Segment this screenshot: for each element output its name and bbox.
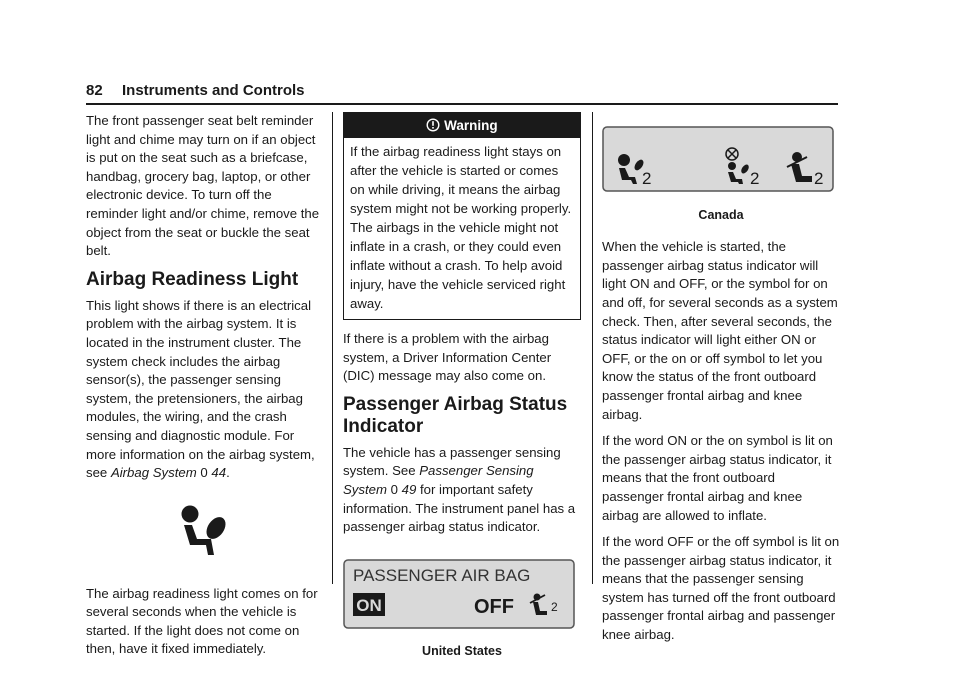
header-rule <box>86 103 838 105</box>
status-on-paragraph: If the word ON or the on symbol is lit on the passenger airbag status indicator, it means that the front outboard passenger frontal airbag and knee airbag are allowed to inflate. <box>602 433 833 523</box>
sentence-end: . <box>226 465 230 481</box>
passenger-airbag-heading: Passenger Airbag Status Indicator <box>343 393 568 437</box>
status-off-paragraph: If the word OFF or the off symbol is lit on the passenger airbag status indicator, it means that the passenger sensing system has turned off the front outboard passenger frontal airbag and passenger knee airbag. <box>602 534 840 643</box>
page-ref-arrow: 0 <box>200 465 208 481</box>
seat-belt-number: 2 <box>814 169 824 188</box>
us-airbag-status-panel <box>343 559 575 629</box>
us-panel-title: PASSENGER AIR BAG <box>353 565 531 585</box>
dic-paragraph: If there is a problem with the airbag system, a Driver Information Center (DIC) message may also come on. <box>343 331 552 384</box>
column-2 <box>343 112 581 661</box>
airbag-system-link[interactable]: Airbag System <box>110 465 197 481</box>
warning-title: Warning <box>444 118 498 133</box>
canada-airbag-status-panel <box>602 126 834 192</box>
page-ref-arrow: 0 <box>390 481 398 497</box>
airbag-readiness-text: This light shows if there is an electrical problem with the airbag system. It is located in the instrument cluster. The system check includes the airbag sensor(s), the passenger sensing system, the pretensioners, the airbag modules, the wiring, and the crash sensing and diagnostic module. For more information on the airbag system, see <box>86 297 315 481</box>
warning-box <box>343 112 581 320</box>
passenger-sensing-paragraph <box>343 444 581 537</box>
page-ref-number[interactable]: 49 <box>401 481 417 497</box>
airbag-readiness-heading: Airbag Readiness Light <box>86 268 299 290</box>
airbag-on-number: 2 <box>642 169 652 188</box>
airbag-readiness-icon <box>176 503 236 563</box>
page-number: 82 <box>86 82 103 99</box>
warning-header <box>344 113 580 138</box>
airbag-readiness-start-paragraph: The airbag readiness light comes on for several seconds when the vehicle is started. If the light does not come on then, have it fixed immediately. <box>86 585 318 657</box>
column-3 <box>602 112 840 653</box>
passenger-sensing-link[interactable]: Passenger Sensing System <box>343 463 534 497</box>
page-ref-number[interactable]: 44 <box>211 465 227 481</box>
caution-icon <box>426 118 440 132</box>
airbag-off-number: 2 <box>750 169 760 188</box>
passenger-sensing-text: The vehicle has a passenger sensing system. See <box>343 444 561 479</box>
column-divider-2 <box>592 112 593 584</box>
status-system-check-paragraph: When the vehicle is started, the passenger airbag status indicator will light ON and OFF, or the symbol for on and off, for several seconds as a system check. Then, after several seconds, the status indicator will light either ON or OFF, or the on or off symbol to let you know the status of the front outboard passenger frontal airbag and knee airbag. <box>602 239 838 422</box>
seat-number: 2 <box>551 599 558 614</box>
on-label: ON <box>356 595 382 615</box>
page-header <box>86 82 838 106</box>
column-1 <box>86 112 324 667</box>
column-divider-1 <box>332 112 333 584</box>
warning-body: If the airbag readiness light stays on after the vehicle is started or comes on while driving, it means the airbag system might not be working properly. The airbags in the vehicle might not inflate in a crash, or they could even inflate without a crash. To help avoid injury, have the vehicle serviced right away. <box>350 144 572 311</box>
canada-caption: Canada <box>698 207 744 222</box>
passenger-sensing-text-end: for important safety information. The instrument panel has a passenger airbag status indicator. <box>343 481 576 535</box>
airbag-readiness-paragraph <box>86 297 324 483</box>
us-caption: United States <box>422 644 502 659</box>
off-label: OFF <box>474 595 514 618</box>
section-title: Instruments and Controls <box>122 82 305 99</box>
seat-belt-paragraph: The front passenger seat belt reminder light and chime may turn on if an object is put on the seat such as a briefcase, handbag, grocery bag, laptop, or other electronic device. To turn off the reminder light and/or chime, remove the object from the seat or buckle the seat belt. <box>86 113 320 259</box>
